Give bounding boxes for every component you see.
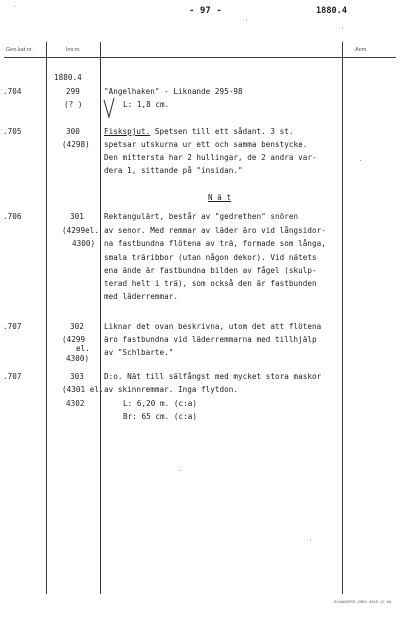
inventory-number-alt: (4299 bbox=[62, 335, 86, 344]
catalog-number: .705 bbox=[3, 127, 22, 136]
column-divider-catalog bbox=[46, 42, 47, 594]
inventory-number-alt: 4300) bbox=[66, 354, 90, 363]
column-divider-remarks bbox=[342, 42, 343, 594]
inventory-number: 302 bbox=[70, 322, 84, 331]
entry-description-first-line bbox=[104, 128, 294, 136]
section-heading: N ä t bbox=[208, 193, 232, 202]
section-year: 1880.4 bbox=[54, 73, 82, 82]
entry-description-line: D:o. Nät till sälfångst med mycket stora maskor bbox=[104, 372, 322, 381]
printer-imprint: ELANDERS. GBG. 4919. 12. 64. bbox=[334, 599, 393, 604]
entry-description-line: dera 1, sittande på "insidan." bbox=[104, 166, 243, 175]
catalog-number: .704 bbox=[3, 87, 22, 96]
scan-speck bbox=[180, 470, 181, 471]
inventory-number: 301 bbox=[70, 212, 84, 221]
entry-description-line: "Angelhaken" - Liknande 295-98 bbox=[104, 87, 243, 96]
inventory-number-alt: 4300) bbox=[72, 239, 96, 248]
inventory-number: 299 bbox=[66, 87, 80, 96]
entry-measure-line: L: 1,8 cm. bbox=[123, 100, 170, 109]
column-header-inventory: Inv.nr. bbox=[66, 47, 81, 53]
inventory-number-alt: (4301 el. bbox=[62, 385, 104, 394]
scan-speck bbox=[246, 20, 247, 21]
entry-measure-line: L: 6,20 m. (c:a) bbox=[123, 399, 197, 408]
entry-description-line: ena ände är fastbundna bilden av fågel (skulp- bbox=[104, 266, 317, 275]
inventory-number-alt: 4302 bbox=[66, 399, 85, 408]
scan-speck bbox=[342, 27, 343, 28]
catalog-number: .706 bbox=[3, 212, 22, 221]
inventory-number: 300 bbox=[66, 127, 80, 136]
handwritten-check-mark bbox=[102, 96, 116, 120]
inventory-number: 303 bbox=[70, 372, 84, 381]
entry-description-line: av "Schlbarte." bbox=[104, 348, 174, 357]
entry-description-line: Spetsen till ett sådant. 3 st. bbox=[150, 127, 294, 136]
catalog-number: .707 bbox=[3, 322, 22, 331]
column-header-remarks: Anm. bbox=[355, 47, 368, 53]
scan-speck bbox=[360, 160, 361, 161]
scan-speck bbox=[14, 6, 15, 7]
entry-title: Fiskspjut. bbox=[104, 127, 151, 136]
entry-description-line: Liknar det ovan beskrivna, utom det att flötena bbox=[104, 322, 322, 331]
entry-description-line: med läderremmar. bbox=[104, 292, 178, 301]
catalog-number: .707 bbox=[3, 372, 22, 381]
inventory-number-alt: (4298) bbox=[62, 140, 90, 149]
entry-description-line: spetsar utskurna ur ett och samma benstycke. bbox=[104, 140, 308, 149]
inventory-number-alt: (4299el. bbox=[62, 226, 99, 235]
entry-description-line: terad helt i trä), som också den är fastbunden bbox=[104, 279, 317, 288]
inventory-number-alt: (? ) bbox=[64, 100, 83, 109]
entry-measure-line: Br: 65 cm. (c:a) bbox=[123, 412, 197, 421]
entry-description-line: av skinnremmar. Inga flytdon. bbox=[104, 385, 239, 394]
entry-description-line: na fastbundna flötena av trä, formade som långa, bbox=[104, 239, 326, 248]
scan-speck bbox=[310, 540, 311, 541]
header-rule bbox=[4, 57, 396, 58]
page-year-ref: 1880.4 bbox=[316, 6, 348, 16]
entry-description-line: av senor. Med remmar av läder äro vid långsidor- bbox=[104, 226, 326, 235]
column-header-catalog: Gen.kat.nr. bbox=[6, 47, 33, 53]
column-divider-inventory bbox=[100, 42, 101, 594]
entry-description-line: äro fastbundna vid läderremmarna med tillhjälp bbox=[104, 335, 317, 344]
entry-description-line: Rektangulärt, består av "gedrethen" snören bbox=[104, 212, 299, 221]
entry-description-line: Den mittersta har 2 hullingar, de 2 andra var- bbox=[104, 153, 317, 162]
page-number: - 97 - bbox=[189, 6, 222, 16]
entry-description-line: smala träribbor (utan någon dekor). Vid nätets bbox=[104, 253, 317, 262]
inventory-number-alt: el. bbox=[76, 344, 90, 353]
